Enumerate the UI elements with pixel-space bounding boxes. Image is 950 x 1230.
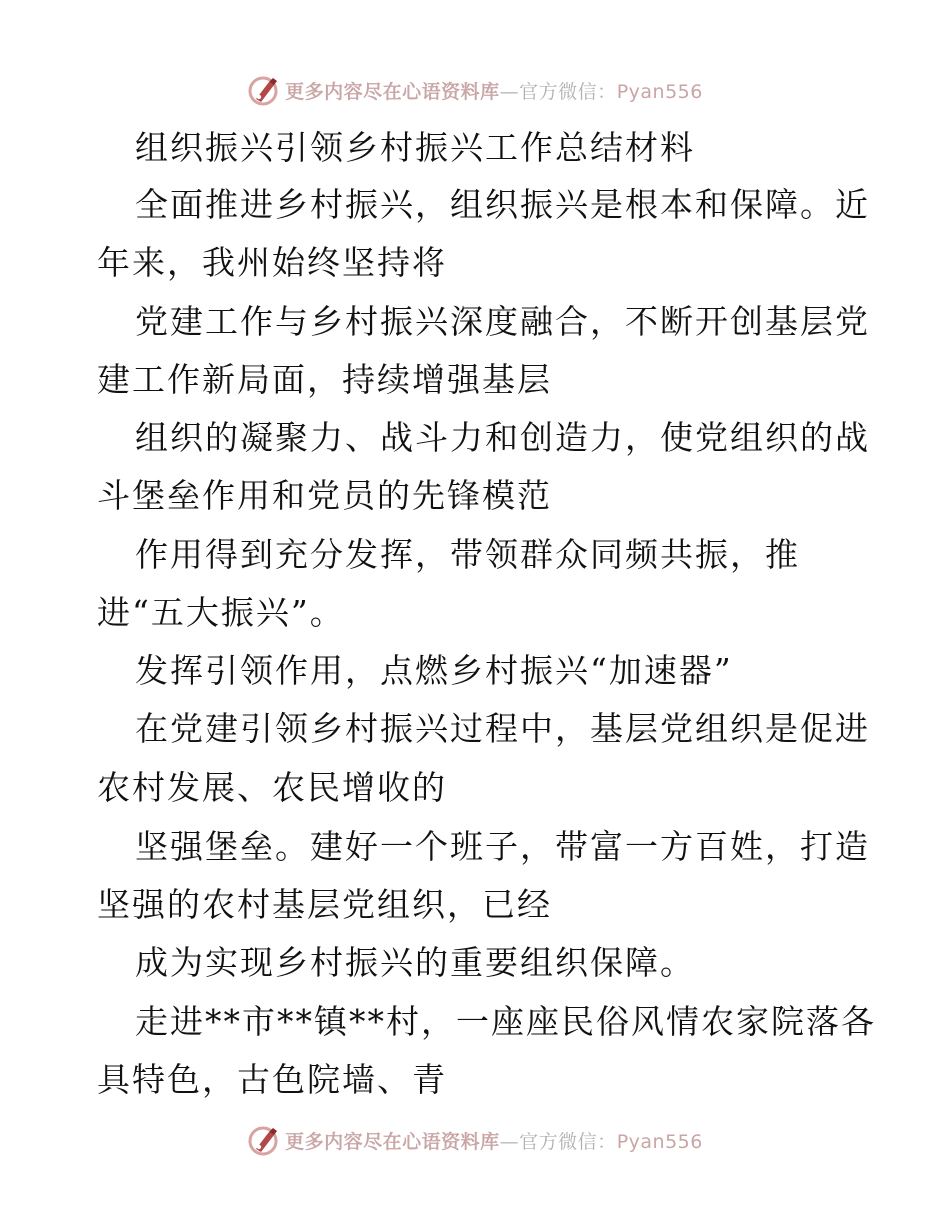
footer-watermark [0,1120,950,1160]
pen-logo-icon [247,1123,281,1157]
paragraph-line: 成为实现乡村振兴的重要组织保障。 [135,943,695,982]
paragraph-line: 进“五大振兴”。 [97,593,345,632]
footer-wechat-id: Pyan556 [616,1130,703,1153]
header-separator: — [499,80,520,103]
paragraph-line: 全面推进乡村振兴，组织振兴是根本和保障。近 [135,185,870,224]
footer-official-label: 官方微信： [519,1130,617,1153]
paragraph-line: 组织的凝聚力、战斗力和创造力，使党组织的战 [135,418,870,457]
header-official-label: 官方微信： [519,80,617,103]
paragraph-line: 坚强的农村基层党组织，已经 [97,885,552,924]
header-watermark [0,70,950,110]
document-title: 组织振兴引领乡村振兴工作总结材料 [135,128,695,167]
footer-separator: — [499,1130,520,1153]
paragraph-line: 走进**市**镇**村，一座座民俗风情农家院落各 [135,1002,876,1041]
header-brand-text: 更多内容尽在心语资料库 [285,80,500,103]
paragraph-line: 作用得到充分发挥，带领群众同频共振，推 [135,535,800,574]
section-heading: 发挥引领作用，点燃乡村振兴“加速器” [135,651,733,690]
header-wechat-id: Pyan556 [616,80,703,103]
pen-logo-icon [247,73,281,107]
paragraph-line: 党建工作与乡村振兴深度融合，不断开创基层党 [135,302,870,341]
paragraph-line: 具特色，古色院墙、青 [97,1060,447,1099]
paragraph-line: 斗堡垒作用和党员的先锋模范 [97,476,552,515]
paragraph-line: 建工作新局面，持续增强基层 [97,360,552,399]
paragraph-line: 年来，我州始终坚持将 [97,243,447,282]
paragraph-line: 在党建引领乡村振兴过程中，基层党组织是促进 [135,709,870,748]
paragraph-line: 坚强堡垒。建好一个班子，带富一方百姓，打造 [135,827,870,866]
footer-brand-text: 更多内容尽在心语资料库 [285,1130,500,1153]
paragraph-line: 农村发展、农民增收的 [97,768,447,807]
